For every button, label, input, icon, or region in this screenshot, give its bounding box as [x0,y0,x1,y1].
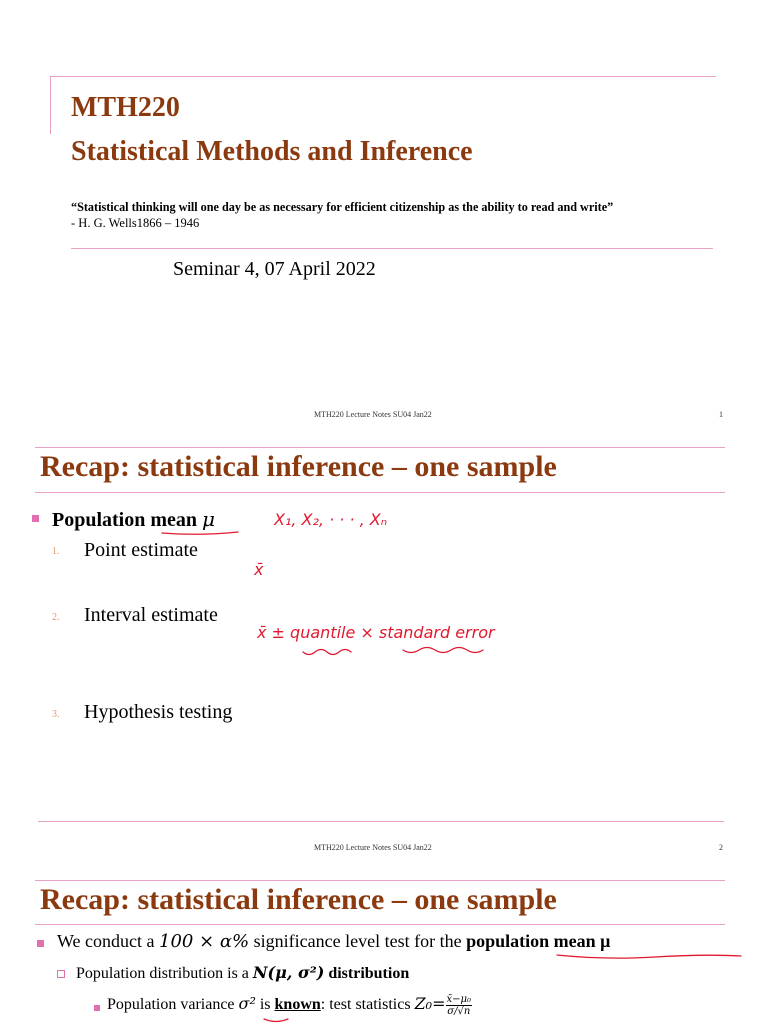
page-number: 2 [719,843,723,852]
page-number: 1 [719,410,723,419]
known-word: known [274,996,321,1014]
slide-top-rule [35,880,725,881]
handwritten-xbar [252,555,272,581]
item-hypothesis-testing: Hypothesis testing [84,701,233,723]
slide-bottom-rule [38,821,724,822]
line3-text-b: is [255,996,275,1014]
item-point-estimate: Point estimate [84,539,198,561]
sub-bullet-marker [57,970,65,978]
item-interval-estimate: Interval estimate [84,604,218,626]
slide-title: Recap: statistical inference – one sample [40,450,557,483]
sub-sub-bullet-marker [94,1005,100,1011]
bullet-marker [32,515,39,522]
line3-text-c: : test statistics [320,996,415,1014]
sample-ink-text: X₁, X₂, · · · , Xₙ [274,510,388,529]
title-rule [35,492,725,493]
line1-text: We conduct a [57,931,160,951]
known-variance [107,994,472,1017]
test-description [57,931,610,952]
sigma-underline [262,1016,292,1026]
distribution-word: distribution [324,965,410,982]
mu-symbol: μ [202,507,216,531]
line2-text: Population distribution is a [76,965,253,982]
test-statistic-fraction [446,994,473,1017]
population-distribution [76,963,409,983]
item-number-1: 1. [52,546,60,557]
quote: “Statistical thinking will one day be as necessary for efficient citizenship as the ability to read and write” [71,200,614,214]
slide-title: Recap: statistical inference – one sample [40,883,557,916]
population-mean-label: population mean μ [466,931,611,951]
population-mean-underline [555,952,745,962]
mean-underline [160,529,240,537]
fraction-denominator: σ/√n [447,1006,471,1017]
slide-top-rule [35,447,725,448]
course-code: MTH220 [71,92,180,123]
xbar-ink-text: x̄ [254,560,264,579]
seminar-date: Seminar 4, 07 April 2022 [173,258,376,280]
line3-text: Population variance [107,996,239,1014]
sigma-squared: σ² [238,994,256,1014]
mean-word: mean [150,509,198,531]
item-number-3: 3. [52,709,60,720]
interval-ink-text: x̄ ± quantile × standard error [257,623,495,642]
significance-math: 100 × α% [159,931,250,952]
line1-text-b: significance level test for the [249,931,467,951]
title-rule [35,924,725,925]
item-number-2: 2. [52,612,60,623]
course-title: Statistical Methods and Inference [71,136,473,167]
z0-symbol: Z₀= [414,994,446,1014]
quote-attribution: - H. G. Wells1866 – 1946 [71,216,200,230]
bullet-text: Population [52,509,151,531]
fraction-numerator: x̄−μ₀ [446,994,472,1005]
bullet-marker [37,940,44,947]
top-rule [50,76,716,77]
handwritten-sample [272,506,412,536]
handwritten-interval-formula [255,618,515,662]
left-rule [50,76,51,134]
footer-text: MTH220 Lecture Notes SU04 Jan22 [314,843,432,852]
subtitle-rule [71,248,713,249]
normal-math: N(μ, σ²) [252,963,325,982]
footer-text: MTH220 Lecture Notes SU04 Jan22 [314,410,432,419]
